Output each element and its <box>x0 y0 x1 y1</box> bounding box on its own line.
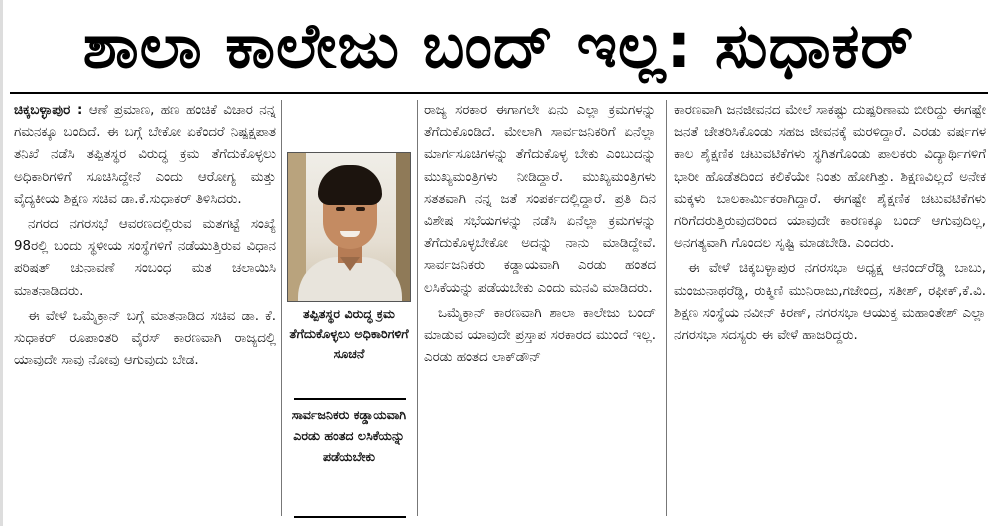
headline: ಶಾಲಾ ಕಾಲೇಜು ಬಂದ್ ಇಲ್ಲ: ಸುಧಾಕರ್ <box>82 9 915 82</box>
column-divider <box>417 100 418 516</box>
column-divider <box>281 100 282 516</box>
paragraph: ಈ ವೇಳೆ ಒಮೈಕ್ರಾನ್ ಬಗ್ಗೆ ಮಾತನಾಡಿದ ಸಚಿವ ಡಾ. ಕೆ. ಸುಧಾಕರ್ ರೂಪಾಂತರಿ ವೈರಸ್ ಕಾರಣವಾಗಿ ರಾಜ್ಯದಲ್ಲಿ ಯಾವುದೇ ಸಾವು ನೋವು ಆಗುವುದು ಬೇಡ. <box>14 308 276 369</box>
paragraph: ನಗರದ ನಗರಸಭೆ ಆವರಣದಲ್ಲಿರುವ ಮತಗಟ್ಟೆ ಸಂಖ್ಯೆ 98ರಲ್ಲಿ ಬಂದು ಸ್ಥಳೀಯ ಸಂಸ್ಥೆಗಳಿಗೆ ನಡೆಯುತ್ತಿರುವ ವಿಧಾನ ಪರಿಷತ್ ಚುನಾವಣೆ ಸಂಬಂಧ ಮತ ಚಲಾಯಿಸಿ ಮಾತನಾಡಿದರು. <box>14 217 276 299</box>
photo-caption: ತಪ್ಪಿತಸ್ಥರ ವಿರುದ್ಧ ಕ್ರಮ ತೆಗೆದುಕೊಳ್ಳಲು ಅಧಿಕಾರಿಗಳಿಗೆ ಸೂಚನೆ <box>289 306 409 361</box>
article-column-2 <box>424 100 656 520</box>
column-divider <box>666 100 667 516</box>
article-column-3 <box>674 100 986 520</box>
portrait-photo <box>287 152 411 302</box>
paragraph <box>14 100 276 211</box>
paragraph: ಕಾರಣವಾಗಿ ಜನಜೀವನದ ಮೇಲೆ ಸಾಕಷ್ಟು ದುಷ್ಪರಿಣಾಮ ಬೀರಿದ್ದು ಈಗಷ್ಟೇ ಜನತೆ ಚೇತರಿಸಿಕೊಂಡು ಸಹಜ ಜೀವನಕ್ಕೆ ಮರಳಿದ್ದಾರೆ. ಎರಡು ವರ್ಷಗಳ ಕಾಲ ಶೈಕ್ಷಣಿಕ ಚಟುವಟಿಕೆಗಳು ಸ್ಥಗಿತಗೊಂಡು ಪಾಲಕರು ವಿದ್ಯಾರ್ಥಿಗಳಿಗೆ ಭಾರೀ ಹೊಡೆತದಿಂದ ಕಲಿಕೆಯೇ ನಿಂತು ಹೋಗಿತ್ತು. ಶಿಕ್ಷಣವಿಲ್ಲದೆ ಅನೇಕ ಮಕ್ಕಳು ಬಾಲಕಾರ್ಮಿಕರಾಗಿದ್ದಾರೆ. ಈಗಷ್ಟೇ ಶೈಕ್ಷಣಿಕ ಚಟುವಟಿಕೆಗಳು ಗರಿಗೆದರುತ್ತಿರುವುದರಿಂದ ಯಾವುದೇ ಕಾರಣಕ್ಕೂ ಬಂದ್ ಆಗುವುದಿಲ್ಲ, ಅನಗತ್ಯವಾಗಿ ಗೊಂದಲ ಸೃಷ್ಟಿ ಮಾಡಬೇಡಿ. ಎಂದರು. <box>674 103 986 252</box>
pull-quote-rule <box>294 516 406 518</box>
paragraph: ಒಮೈಕ್ರಾನ್ ಕಾರಣವಾಗಿ ಶಾಲಾ ಕಾಲೇಜು ಬಂದ್ ಮಾಡುವ ಯಾವುದೇ ಪ್ರಸ್ತಾಪ ಸರಕಾರದ ಮುಂದೆ ಇಲ್ಲ. ಎರಡು ಹಂತದ ಲಾಕ್‌ಡೌನ್ <box>424 305 656 366</box>
paragraph: ರಾಜ್ಯ ಸರಕಾರ ಈಗಾಗಲೇ ಏನು ಎಲ್ಲಾ ಕ್ರಮಗಳನ್ನು ತೆಗೆದುಕೊಂಡಿದೆ. ಮೇಲಾಗಿ ಸಾರ್ವಜನಿಕರಿಗೆ ಏನೆಲ್ಲಾ ಮಾರ್ಗಸೂಚಿಗಳನ್ನು ತೆಗೆದುಕೊಳ್ಳ ಬೇಕು ಎಂಬುದನ್ನು ಮುಖ್ಯಮಂತ್ರಿಗಳು ನೀಡಿದ್ದಾರೆ. ಮುಖ್ಯಮಂತ್ರಿಗಳು ಸತತವಾಗಿ ನನ್ನ ಜತೆ ಸಂಪರ್ಕದಲ್ಲಿದ್ದಾರೆ. ಪ್ರತಿ ದಿನ ವಿಶೇಷ ಸಭೆಯಗಳನ್ನು ನಡೆಸಿ ಏನೆಲ್ಲಾ ಕ್ರಮಗಳನ್ನು ತೆಗೆದುಕೊಳ್ಳಬೇಕೋ ಅದನ್ನು ನಾನು ಮಾಡಿದ್ದೇವೆ. ಸಾರ್ವಜನಿಕರು ಕಡ್ಡಾಯವಾಗಿ ಎರಡು ಹಂತದ ಲಸಿಕೆಯನ್ನು ಪಡೆಯಬೇಕು ಎಂದು ಮನವಿ ಮಾಡಿದರು. <box>424 103 656 296</box>
caption-divider <box>294 398 406 400</box>
pull-quote: ಸಾರ್ವಜನಿಕರು ಕಡ್ಡಾಯವಾಗಿ ಎರಡು ಹಂತದ ಲಸಿಕೆಯನ್ನು ಪಡೆಯಬೇಕು <box>291 407 407 464</box>
paragraph-text: ಆಣೆ ಪ್ರಮಾಣ, ಹಣ ಹಂಚಿಕೆ ವಿಚಾರ ನನ್ನ ಗಮನಕ್ಕೂ ಬಂದಿದೆ. ಈ ಬಗ್ಗೆ ಬೇಕೋ ಏಕೆಂದರೆ ನಿಷ್ಪಕ್ಷಪಾತ ತನಿಖೆ ನಡೆಸಿ ತಪ್ಪಿತಸ್ಥರ ವಿರುದ್ಧ ಕ್ರಮ ತೆಗೆದುಕೊಳ್ಳಲು ಅಧಿಕಾರಿಗಳಿಗೆ ಸೂಚಿಸಿದ್ದೇನೆ ಎಂದು ಆರೋಗ್ಯ ಮತ್ತು ವೈದ್ಯಕೀಯ ಶಿಕ್ಷಣ ಸಚಿವ ಡಾ.ಕೆ.ಸುಧಾಕರ್ ತಿಳಿಸಿದರು. <box>14 103 276 207</box>
dateline: ಚಿಕ್ಕಬಳ್ಳಾಪುರ : <box>14 103 83 118</box>
headline-rule <box>10 92 988 94</box>
paragraph: ಈ ವೇಳೆ ಚಿಕ್ಕಬಳ್ಳಾಪುರ ನಗರಸಭಾ ಅಧ್ಯಕ್ಷ ಆನಂದ್‌ರೆಡ್ಡಿ ಬಾಬು, ಮಂಜುನಾಥರೆಡ್ಡಿ, ರುಕ್ಮಿಣಿ ಮುನಿರಾಜು,ಗಜೇಂದ್ರ, ಸತೀಶ್, ರಫೀಕ್,ಕೆ.ವಿ. ಶಿಕ್ಷಣ ಸಂಸ್ಥೆಯ ನವೀನ್ ಕಿರಣ್, ನಗರಸಭಾ ಆಯುಕ್ತ ಮಹಾಂತೇಶ್ ಎಲ್ಲಾ ನಗರಸಭಾ ಸದಸ್ಯರು ಈ ವೇಳೆ ಹಾಜರಿದ್ದರು. <box>674 261 986 344</box>
article-column-1 <box>14 100 276 520</box>
